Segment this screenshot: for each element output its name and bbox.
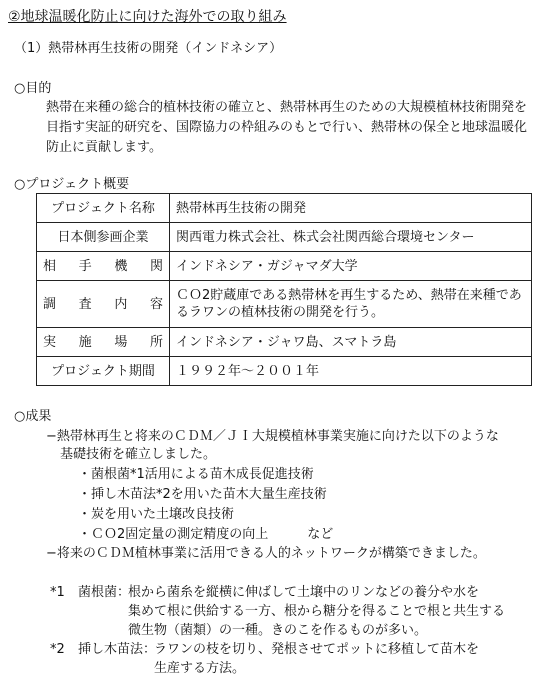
list-item: ・挿し木苗法*2を用いた苗木大量生産技術 xyxy=(78,487,327,502)
label-char: 場 xyxy=(114,334,128,350)
label-char: 手 xyxy=(78,258,92,274)
row-label: プロジェクト期間 xyxy=(37,357,170,386)
row-value: 関西電力株式会社、株式会社関西総合環境センター xyxy=(170,223,532,252)
spaced-label xyxy=(43,296,163,313)
label-char: 関 xyxy=(149,258,163,274)
footnote-line: 微生物（菌類）の一種。きのこを作るものが多い。 xyxy=(128,623,428,638)
table-row xyxy=(37,194,532,223)
results-heading: ○成果 xyxy=(14,409,52,424)
subsection-title: （1）熱帯林再生技術の開発（インドネシア） xyxy=(14,41,283,56)
label-char: 容 xyxy=(149,296,163,312)
row-label: プロジェクト名称 xyxy=(37,194,170,223)
row-value: インドネシア・ガジャマダ大学 xyxy=(170,252,532,281)
section-title: ②地球温暖化防止に向けた海外での取り組み xyxy=(8,9,287,25)
project-overview-table xyxy=(36,193,532,386)
results-line-3: −将来のＣＤＭ植林事業に活用できる人的ネットワークが構築できました。 xyxy=(46,546,486,561)
row-value: 熱帯林再生技術の開発 xyxy=(170,194,532,223)
results-line-2: 基礎技術を確立しました。 xyxy=(60,447,217,462)
footnote-line: 生産する方法。 xyxy=(154,661,246,676)
footnote-marker: *2 xyxy=(50,642,65,657)
row-label xyxy=(37,328,170,357)
results-line-1: −熱帯林再生と将来のＣＤＭ／ＪＩ大規模植林事業実施に向けた以下のような xyxy=(46,429,499,444)
row-label xyxy=(37,252,170,281)
label-char: 査 xyxy=(78,296,92,312)
list-item: ・炭を用いた土壌改良技術 xyxy=(78,507,235,522)
table-row xyxy=(37,223,532,252)
row-value: １９９２年～２００１年 xyxy=(170,357,532,386)
label-char: 相 xyxy=(43,258,57,274)
row-label: 日本側参画企業 xyxy=(37,223,170,252)
list-item: ・ＣＯ2固定量の測定精度の向上 など xyxy=(78,527,334,542)
footnote-term: 挿し木苗法： xyxy=(78,642,157,657)
label-char: 所 xyxy=(149,334,163,350)
row-value: ＣＯ2貯蔵庫である熱帯林を再生するため、熱帯在来種であるラワンの植林技術の開発を行う。 xyxy=(170,281,532,328)
row-label xyxy=(37,281,170,328)
label-char: 施 xyxy=(78,334,92,350)
overview-heading: ○プロジェクト概要 xyxy=(14,177,130,192)
table-row xyxy=(37,281,532,328)
footnote-term: 菌根菌： xyxy=(78,585,131,600)
label-char: 実 xyxy=(43,334,57,350)
label-char: 機 xyxy=(114,258,128,274)
label-char: 内 xyxy=(114,296,128,312)
footnote-marker: *1 xyxy=(50,585,65,600)
spaced-label xyxy=(43,334,163,351)
footnote-line: 根から菌糸を縦横に伸ばして土壌中のリンなどの養分や水を xyxy=(128,585,480,600)
label-char: 調 xyxy=(43,296,57,312)
table-row xyxy=(37,252,532,281)
table-row xyxy=(37,328,532,357)
table-row xyxy=(37,357,532,386)
row-value: インドネシア・ジャワ島、スマトラ島 xyxy=(170,328,532,357)
footnote-line: ラワンの枝を切り、発根させてポットに移植して苗木を xyxy=(154,642,480,657)
spaced-label xyxy=(43,258,163,275)
list-item: ・菌根菌*1活用による苗木成長促進技術 xyxy=(78,467,314,482)
purpose-text: 熱帯在来種の総合的植林技術の確立と、熱帯林再生のための大規模植林技術開発を目指す実証的研究を、国際協力の枠組みのもとで行い、熱帯林の保全と地球温暖化防止に貢献します。 xyxy=(46,100,528,155)
purpose-heading: ○目的 xyxy=(14,81,52,96)
footnote-line: 集めて根に供給する一方、根から糖分を得ることで根と共生する xyxy=(128,604,506,619)
